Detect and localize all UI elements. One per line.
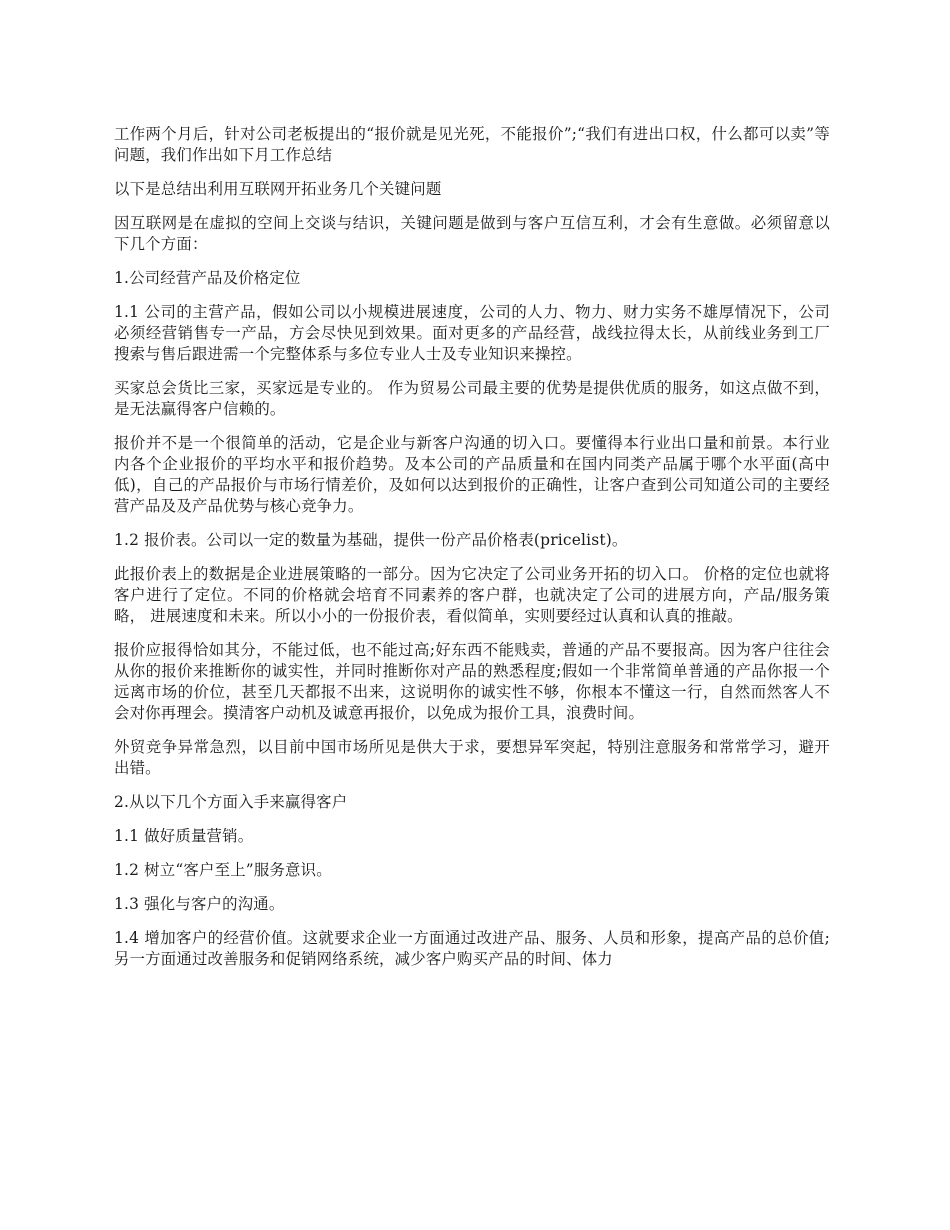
list-item-customer-value: 1.4 增加客户的经营价值。这就要求企业一方面通过改进产品、服务、人员和形象，提高产品的总价值;另一方面通过改善服务和促销网络系统，减少客户购买产品的时间、体力	[114, 929, 830, 968]
paragraph-intro: 工作两个月后，针对公司老板提出的“报价就是见光死，不能报价”;“我们有进出口权，什么都可以卖”等问题，我们作出如下月工作总结	[114, 125, 830, 164]
list-item-quality: 1.1 做好质量营销。	[114, 827, 254, 845]
paragraph-key-issues: 以下是总结出利用互联网开拓业务几个关键问题	[114, 180, 442, 198]
list-item-communication: 1.3 强化与客户的沟通。	[114, 895, 285, 913]
paragraph-price-level: 报价应报得恰如其分，不能过低，也不能过高;好东西不能贱卖，普通的产品不要报高。因为客户往往会从你的报价来推断你的诚实性，并同时推断你对产品的熟悉程度;假如一个非常简单普通的产品你报一个远离市场的价位，甚至几天都报不出来，这说明你的诚实性不够，你根本不懂这一行，自然而然客人不会对你再理会。摸清客户动机及诚意再报价，以免成为报价工具，浪费时间。	[114, 641, 830, 722]
paragraph-internet-trust: 因互联网是在虚拟的空间上交谈与结识，关键问题是做到与客户互信互利，才会有生意做。必须留意以下几个方面：	[114, 214, 830, 253]
paragraph-competition: 外贸竞争异常急烈，以目前中国市场所见是供大于求，要想异军突起，特别注意服务和常常学习，避开出错。	[114, 738, 830, 777]
paragraph-quotation: 报价并不是一个很简单的活动，它是企业与新客户沟通的切入口。要懂得本行业出口量和前景。本行业内各个企业报价的平均水平和报价趋势。及本公司的产品质量和在国内同类产品属于哪个水平面(高中低)，自己的产品报价与市场行情差价，及如何以达到报价的正确性，让客户查到公司知道公司的主要经营产品及及产品优势与核心竞争力。	[114, 434, 830, 515]
section-heading-2: 2.从以下几个方面入手来赢得客户	[114, 793, 348, 811]
paragraph-1-1: 1.1 公司的主营产品，假如公司以小规模进展速度，公司的人力、物力、财力实务不雄厚情况下，公司必须经营销售专一产品，方会尽快见到效果。面对更多的产品经营，战线拉得太长，从前线业务到工厂搜索与售后跟进需一个完整体系与多位专业人士及专业知识来操控。	[114, 303, 830, 363]
list-item-customer-first: 1.2 树立“客户至上”服务意识。	[114, 861, 332, 879]
section-heading-1: 1.公司经营产品及价格定位	[114, 269, 301, 287]
paragraph-buyers: 买家总会货比三家，买家远是专业的。 作为贸易公司最主要的优势是提供优质的服务，如这点做不到，是无法赢得客户信赖的。	[114, 379, 830, 418]
paragraph-price-list: 此报价表上的数据是企业进展策略的一部分。因为它决定了公司业务开拓的切入口。 价格的定位也就将客户进行了定位。不同的价格就会培育不同素养的客户群，也就决定了公司的进展方向，产品/服务策略， 进展速度和未来。所以小小的一份报价表，看似简单，实则要经过认真和认真的推敲。	[114, 565, 830, 625]
paragraph-1-2: 1.2 报价表。公司以一定的数量为基础，提供一份产品价格表(pricelist)。	[114, 531, 628, 549]
